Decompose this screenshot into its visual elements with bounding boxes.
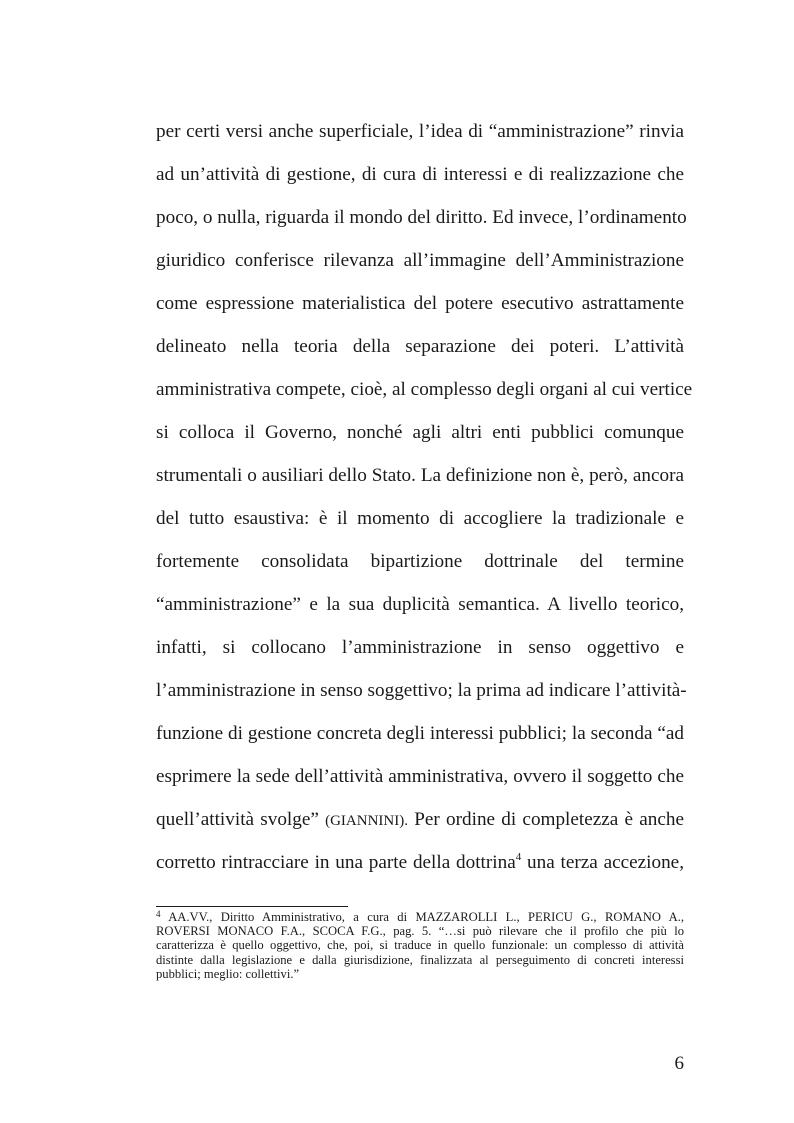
footnote-number: 4 bbox=[156, 909, 161, 919]
line-18-rest: una terza accezione, bbox=[527, 852, 684, 873]
body-line-1: per certi versi anche superficiale, l’idea di “amministrazione” rinvia bbox=[156, 121, 684, 142]
body-line-4: giuridico conferisce rilevanza all’immagine dell’Amministrazione bbox=[156, 250, 684, 271]
body-line-13: infatti, si collocano l’amministrazione in senso oggettivo e bbox=[156, 637, 684, 658]
body-line-7: amministrativa compete, cioè, al complesso degli organi al cui vertice bbox=[156, 379, 693, 400]
footnote-reference[interactable]: 4 bbox=[515, 851, 522, 863]
body-line-11: fortemente consolidata bipartizione dottrinale del termine bbox=[156, 551, 684, 572]
footnote bbox=[156, 910, 684, 981]
footnote-line-2: ROVERSI MONACO F.A., SCOCA F.G., pag. 5. “…si può rilevare che il profilo che più lo bbox=[156, 924, 684, 939]
footnote-line-3: caratterizza è quello oggettivo, che, poi, si traduce in quello funzionale: un complesso di attività bbox=[156, 938, 684, 953]
footnote-first-line: AA.VV., Diritto Amministrativo, a cura di MAZZAROLLI L., PERICU G., ROMANO A., bbox=[168, 910, 684, 924]
body-line-15: funzione di gestione concreta degli interessi pubblici; la seconda “ad bbox=[156, 723, 684, 744]
body-line-3: poco, o nulla, riguarda il mondo del diritto. Ed invece, l’ordinamento bbox=[156, 207, 687, 228]
body-line-5: come espressione materialistica del potere esecutivo astrattamente bbox=[156, 293, 684, 314]
body-line-14: l’amministrazione in senso soggettivo; la prima ad indicare l’attività- bbox=[156, 680, 687, 701]
line-17-text: quell’attività svolge” bbox=[156, 809, 319, 830]
footnote-line-4: distinte dalla legislazione e dalla giurisdizione, finalizzata al perseguimento di concreti interessi bbox=[156, 952, 684, 967]
footnote-separator bbox=[156, 906, 348, 907]
body-line-6: delineato nella teoria della separazione dei poteri. L’attività bbox=[156, 336, 684, 357]
body-line-2: ad un’attività di gestione, di cura di interessi e di realizzazione che bbox=[156, 164, 684, 185]
body-text bbox=[156, 115, 693, 889]
author-citation: (GIANNINI). bbox=[325, 813, 408, 829]
body-line-9: strumentali o ausiliari dello Stato. La definizione non è, però, ancora bbox=[156, 465, 684, 486]
line-18-text: corretto rintracciare in una parte della dottrina bbox=[156, 852, 516, 873]
body-line-8: si colloca il Governo, nonché agli altri enti pubblici comunque bbox=[156, 422, 684, 443]
body-line-17 bbox=[156, 803, 684, 846]
page-number: 6 bbox=[674, 1053, 684, 1074]
line-17-rest: Per ordine di completezza è anche bbox=[414, 809, 685, 830]
body-line-10: del tutto esaustiva: è il momento di accogliere la tradizionale e bbox=[156, 508, 684, 529]
body-line-12: “amministrazione” e la sua duplicità semantica. A livello teorico, bbox=[156, 594, 684, 615]
footnote-line-5: pubblici; meglio: collettivi.” bbox=[156, 966, 300, 981]
body-line-18 bbox=[156, 846, 684, 889]
body-line-16: esprimere la sede dell’attività amministrativa, ovvero il soggetto che bbox=[156, 766, 684, 787]
footnote-line-1 bbox=[156, 910, 684, 924]
